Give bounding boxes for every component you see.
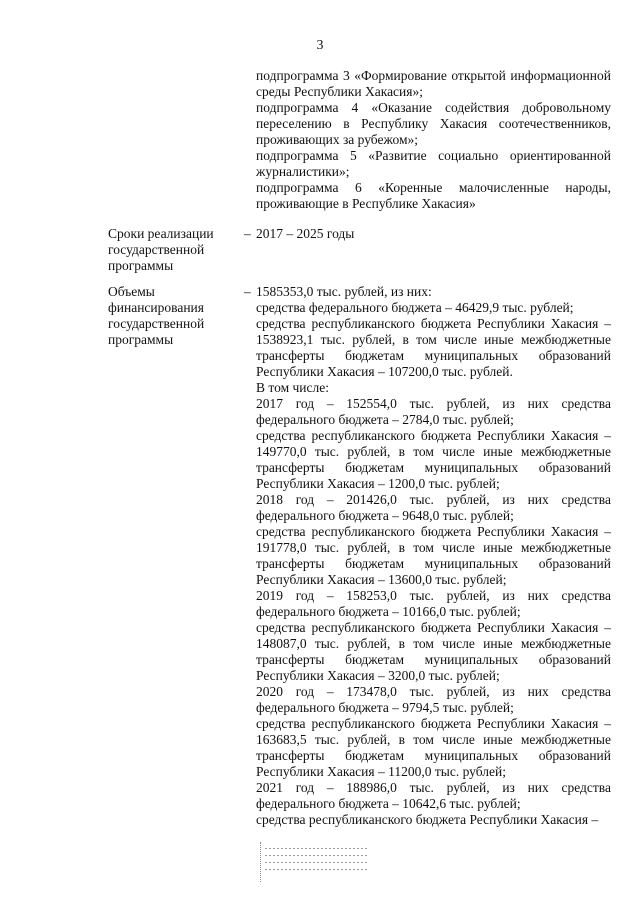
funding-year-2021: 2021 год – 188986,0 тыс. рублей, из них средства федерального бюджета – 10642,6 тыс. рублей; xyxy=(256,780,611,811)
stamp-line xyxy=(265,855,367,856)
funding-year-2019-republican: средства республиканского бюджета Республики Хакасия – 148087,0 тыс. рублей, в том числе иные межбюджетные трансферты бюджетам муниципальных образований Республики Хакасия – 3200,0 тыс. рублей; xyxy=(256,620,611,683)
funding-year-2020: 2020 год – 173478,0 тыс. рублей, из них средства федерального бюджета – 9794,5 тыс. рублей; xyxy=(256,684,611,715)
term-value: 2017 – 2025 годы xyxy=(256,226,355,241)
funding-year-2018-republican: средства республиканского бюджета Республики Хакасия – 191778,0 тыс. рублей, в том числе иные межбюджетные трансферты бюджетам муниципальных образований Республики Хакасия – 13600,0 тыс. рублей; xyxy=(256,524,611,587)
subprogram-item: подпрограмма 3 «Формирование открытой информационной среды Республики Хакасия»; xyxy=(256,68,611,99)
subprogram-list xyxy=(256,68,611,212)
funding-year-2019: 2019 год – 158253,0 тыс. рублей, из них средства федерального бюджета – 10166,0 тыс. рублей; xyxy=(256,588,611,619)
subprogram-item: подпрограмма 6 «Коренные малочисленные народы, проживающие в Республике Хакасия» xyxy=(256,180,611,211)
funding-total: 1585353,0 тыс. рублей, из них: xyxy=(256,284,432,299)
stamp-line xyxy=(265,848,367,849)
funding-year-2020-republican: средства республиканского бюджета Республики Хакасия – 163683,5 тыс. рублей, в том числе иные межбюджетные трансферты бюджетам муниципальных образований Республики Хакасия – 11200,0 тыс. рублей; xyxy=(256,716,611,779)
term-value-block xyxy=(256,226,611,242)
funding-breakdown-heading: В том числе: xyxy=(256,380,329,395)
funding-year-2018: 2018 год – 201426,0 тыс. рублей, из них средства федерального бюджета – 9648,0 тыс. рублей; xyxy=(256,492,611,523)
funding-year-2017: 2017 год – 152554,0 тыс. рублей, из них средства федерального бюджета – 2784,0 тыс. рублей; xyxy=(256,396,611,427)
funding-details xyxy=(256,284,611,828)
page-number: 3 xyxy=(316,38,324,53)
term-label: Сроки реализации государственной программы xyxy=(108,226,214,273)
subprogram-item: подпрограмма 5 «Развитие социально ориентированной журналистики»; xyxy=(256,148,611,179)
funding-dash: – xyxy=(244,284,251,299)
funding-label: Объемы финансирования государственной программы xyxy=(108,284,205,347)
funding-republican: средства республиканского бюджета Республики Хакасия – 1538923,1 тыс. рублей, в том числе иные межбюджетные трансферты бюджетам муниципальных образований Республики Хакасия – 107200,0 тыс. рублей. xyxy=(256,316,611,379)
document-stamp xyxy=(260,842,367,882)
funding-year-2017-republican: средства республиканского бюджета Республики Хакасия – 149770,0 тыс. рублей, в том числе иные межбюджетные трансферты бюджетам муниципальных образований Республики Хакасия – 1200,0 тыс. рублей; xyxy=(256,428,611,491)
stamp-line xyxy=(265,862,367,863)
subprogram-item: подпрограмма 4 «Оказание содействия добровольному переселению в Республику Хакасия соотечественников, проживающих за рубежом»; xyxy=(256,100,611,147)
funding-federal: средства федерального бюджета – 46429,9 тыс. рублей; xyxy=(256,300,574,315)
term-dash: – xyxy=(244,226,251,241)
funding-year-2021-republican: средства республиканского бюджета Республики Хакасия – xyxy=(256,812,599,827)
stamp-line xyxy=(265,869,367,870)
